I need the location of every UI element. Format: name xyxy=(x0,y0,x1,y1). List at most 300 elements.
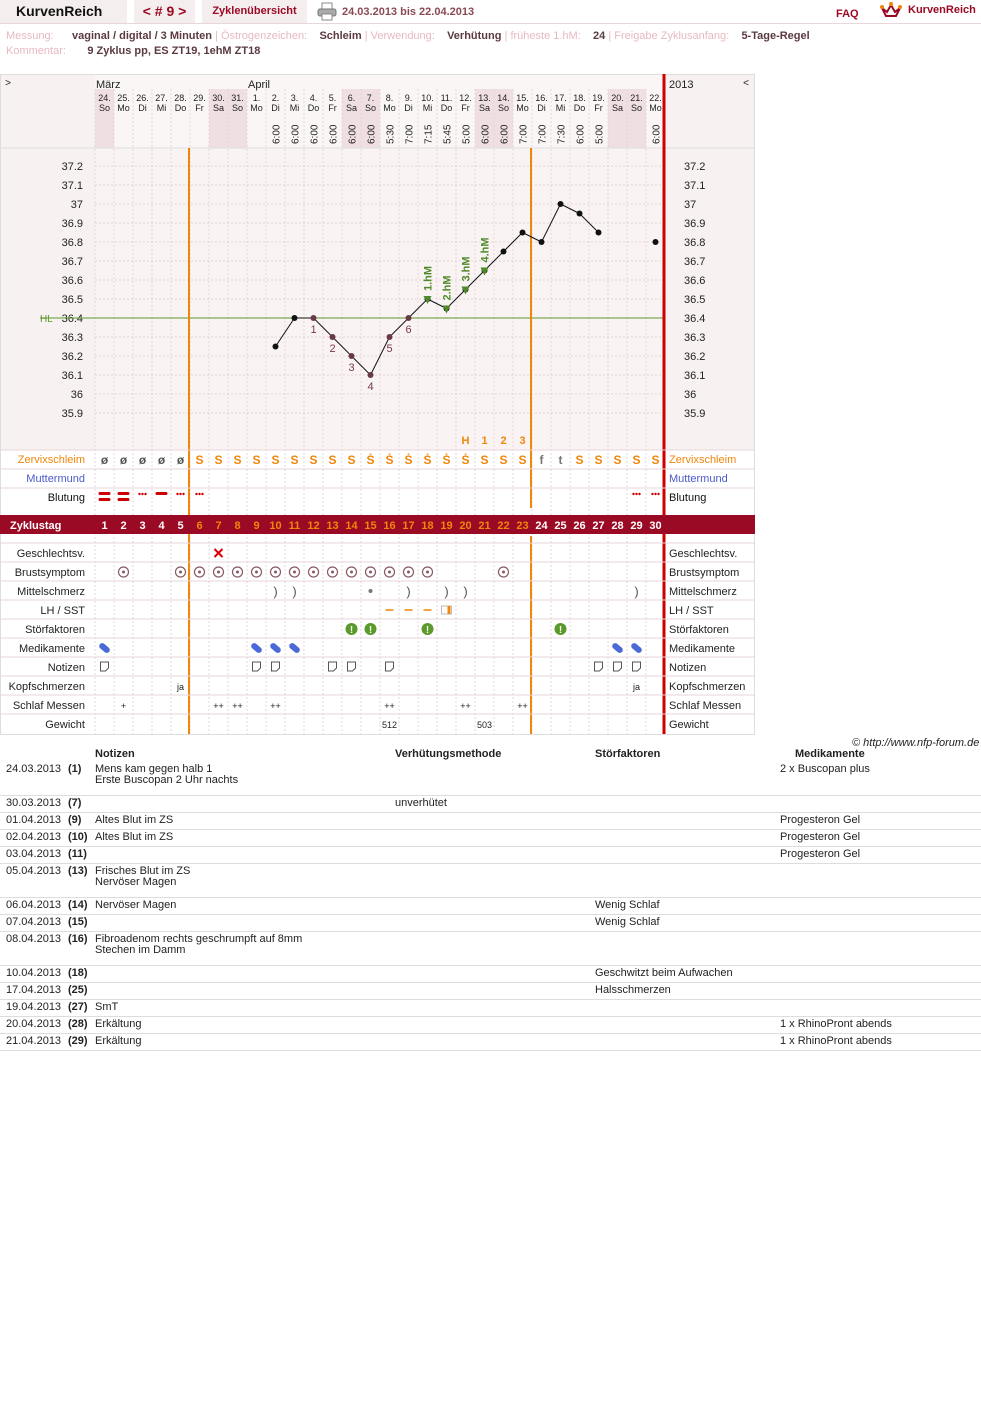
temp-point xyxy=(311,315,317,321)
row-label-med: Medikamente xyxy=(18,643,85,655)
temp-point xyxy=(387,334,393,340)
row-label-right-zervix: Zervixschleim xyxy=(669,454,737,466)
notes-cell-day: (28) xyxy=(68,1018,88,1030)
measure-time: 6:00 xyxy=(271,124,283,144)
weight-value: 512 xyxy=(381,720,398,730)
cycle-day-number: 19 xyxy=(440,520,453,532)
date-day: 1. xyxy=(252,93,261,103)
notes-cell-note1: Fibroadenom rechts geschrumpft auf 8mm xyxy=(95,933,303,945)
row-label-right-notiz: Notizen xyxy=(669,662,707,674)
date-weekday: So xyxy=(364,103,377,113)
notes-cell-date: 21.04.2013 xyxy=(6,1035,62,1047)
right-axis-bg xyxy=(664,74,755,450)
row-label-right-muttermund: Muttermund xyxy=(669,473,728,485)
notes-cell-day: (16) xyxy=(68,933,88,945)
notes-table-row xyxy=(0,762,981,796)
notes-cell-date: 20.04.2013 xyxy=(6,1018,62,1030)
date-weekday: So xyxy=(98,103,111,113)
bleeding-spotting xyxy=(179,493,181,495)
notes-cell-disturb: Wenig Schlaf xyxy=(595,916,660,928)
cycle-day-label: Zyklustag xyxy=(10,520,62,532)
notes-cell-note2: Erste Buscopan 2 Uhr nachts xyxy=(95,774,239,786)
temp-tick-left: 36.5 xyxy=(61,294,83,306)
row-label-blutung: Blutung xyxy=(47,492,85,504)
brand-name: KurvenReich xyxy=(908,4,976,16)
notes-cell-disturb: Halsschmerzen xyxy=(595,984,671,996)
measure-time: 6:00 xyxy=(347,124,359,144)
cervix-symbol: S xyxy=(594,453,603,467)
date-day: 24. xyxy=(98,93,111,103)
bleeding-spotting xyxy=(138,493,140,495)
temp-tick-right: 36.4 xyxy=(684,313,706,325)
cervix-symbol: S xyxy=(518,453,527,467)
row-label-zervix: Zervixschleim xyxy=(17,454,85,466)
notes-table-row xyxy=(0,796,981,813)
count-label: 2 xyxy=(329,343,336,355)
top-bar xyxy=(0,0,981,24)
breast-symptom-dot xyxy=(198,571,201,574)
bleeding-medium xyxy=(156,492,168,495)
cervix-symbol: S xyxy=(271,453,280,467)
notes-table-row xyxy=(0,1034,981,1051)
temp-point xyxy=(596,230,602,236)
measure-time: 6:00 xyxy=(366,124,378,144)
temp-tick-right: 36.2 xyxy=(684,351,706,363)
notes-cell-meds: 1 x RhinoPront abends xyxy=(780,1018,892,1030)
bleeding-spotting xyxy=(144,493,146,495)
date-weekday: So xyxy=(497,103,510,113)
row-label-right-kopf: Kopfschmerzen xyxy=(669,681,746,693)
sleep-value: ++ xyxy=(384,701,395,711)
date-day: 9. xyxy=(404,93,413,103)
temp-point xyxy=(520,230,526,236)
cycle-day-number: 25 xyxy=(554,520,567,532)
date-day: 12. xyxy=(459,93,472,103)
cycle-day-number: 21 xyxy=(478,520,491,532)
date-weekday: So xyxy=(231,103,244,113)
peak-marker: 1 xyxy=(481,435,488,447)
notes-table-row xyxy=(0,966,981,983)
date-day: 16. xyxy=(535,93,548,103)
notes-table-row xyxy=(0,983,981,1000)
count-label: 1 xyxy=(310,324,317,336)
date-day: 6. xyxy=(347,93,356,103)
notes-cell-disturb: Wenig Schlaf xyxy=(595,899,660,911)
date-weekday: Mo xyxy=(250,103,263,113)
measure-time: 5:45 xyxy=(442,124,454,144)
count-label: 5 xyxy=(386,343,393,355)
temp-tick-left: 35.9 xyxy=(61,408,83,420)
date-day: 27. xyxy=(155,93,168,103)
notes-header: Notizen xyxy=(95,748,135,760)
breast-symptom-dot xyxy=(369,571,372,574)
bleeding-heavy xyxy=(99,498,111,501)
cycle-overview-link[interactable]: Zyklenübersicht xyxy=(202,0,310,23)
temp-point xyxy=(653,239,659,245)
cycle-day-number: 13 xyxy=(326,520,339,532)
notes-table-row xyxy=(0,864,981,898)
temp-point xyxy=(368,372,374,378)
sleep-value: ++ xyxy=(232,701,243,711)
note-icon xyxy=(386,662,394,671)
peak-marker: H xyxy=(461,435,470,447)
month-label: März xyxy=(96,79,121,91)
bleeding-spotting xyxy=(632,493,634,495)
notes-cell-note1: SmT xyxy=(95,1001,119,1013)
date-weekday: Di xyxy=(404,103,413,113)
cervix-symbol: S xyxy=(613,453,622,467)
notes-table-row xyxy=(0,1000,981,1017)
temp-tick-right: 36.3 xyxy=(684,332,706,344)
count-label: 6 xyxy=(405,324,412,336)
date-day: 28. xyxy=(174,93,187,103)
cycle-day-bar-right xyxy=(664,515,755,534)
measure-time: 6:00 xyxy=(309,124,321,144)
disturb-factor-mark: ! xyxy=(425,625,430,636)
breast-symptom-dot xyxy=(502,571,505,574)
cycle-day-number: 29 xyxy=(630,520,643,532)
notes-cell-date: 02.04.2013 xyxy=(6,831,62,843)
breast-symptom-dot xyxy=(407,571,410,574)
bleeding-spotting xyxy=(195,493,197,495)
cervix-symbol: ø xyxy=(100,453,109,467)
hm-label: 3.hM xyxy=(460,256,473,282)
notes-cell-date: 03.04.2013 xyxy=(6,848,62,860)
bleeding-spotting xyxy=(654,493,656,495)
bleeding-spotting xyxy=(201,493,203,495)
temp-tick-left: 36 xyxy=(70,389,83,401)
measure-time: 6:00 xyxy=(499,124,511,144)
row-label-right-brust: Brustsymptom xyxy=(669,567,740,579)
date-day: 11. xyxy=(440,93,453,103)
notes-cell-date: 19.04.2013 xyxy=(6,1001,62,1013)
date-weekday: Mi xyxy=(289,103,300,113)
bleeding-spotting xyxy=(657,493,659,495)
note-icon xyxy=(614,662,622,671)
row-label-gewicht: Gewicht xyxy=(45,719,85,731)
date-weekday: Mo xyxy=(383,103,396,113)
cervix-symbol: ø xyxy=(119,453,128,467)
measure-time: 7:15 xyxy=(423,124,435,144)
cervix-symbol: S xyxy=(290,453,299,467)
cycle-day-number: 6 xyxy=(196,520,203,532)
note-icon xyxy=(253,662,261,671)
measurement-info: Messung: vaginal / digital / 3 Minuten | Östrogenzeichen: Schleim | Verwendung: Verhütung | früheste 1.hM: 24 | Freigabe Zyklusanfang: 5-Tage-Regel xyxy=(6,30,810,42)
temp-tick-left: 37 xyxy=(70,199,83,211)
date-weekday: Mi xyxy=(555,103,566,113)
temp-tick-right: 36 xyxy=(684,389,697,401)
measure-time: 7:30 xyxy=(556,124,568,144)
date-weekday: Mo xyxy=(117,103,130,113)
notes-cell-day: (1) xyxy=(68,763,82,775)
notes-cell-meds: Progesteron Gel xyxy=(780,848,861,860)
date-day: 29. xyxy=(193,93,206,103)
temp-tick-left: 36.8 xyxy=(61,237,83,249)
bleeding-heavy xyxy=(118,492,130,495)
date-weekday: Di xyxy=(537,103,546,113)
breast-symptom-dot xyxy=(388,571,391,574)
temp-point xyxy=(292,315,298,321)
bleeding-heavy xyxy=(118,498,130,501)
date-day: 3. xyxy=(290,93,299,103)
note-icon xyxy=(272,662,280,671)
date-day: 25. xyxy=(117,93,130,103)
bleeding-spotting xyxy=(141,493,143,495)
date-day: 8. xyxy=(385,93,394,103)
cycle-day-number: 12 xyxy=(307,520,320,532)
disturb-factor-mark: ! xyxy=(349,625,354,636)
notes-cell-note1: Erkältung xyxy=(95,1035,142,1047)
cervix-symbol: S xyxy=(328,453,337,467)
row-label-right-lh: LH / SST xyxy=(669,605,714,617)
midpain-mark: ) xyxy=(463,584,468,599)
temp-tick-right: 37.1 xyxy=(684,180,706,192)
nav-prev-arrow: > xyxy=(5,78,11,89)
temp-tick-right: 36.8 xyxy=(684,237,706,249)
row-label-right-med: Medikamente xyxy=(669,643,736,655)
note-icon xyxy=(633,662,641,671)
cervix-symbol: S xyxy=(252,453,261,467)
cervix-symbol: Ṡ xyxy=(442,453,451,467)
notes-cell-date: 01.04.2013 xyxy=(6,814,62,826)
date-day: 26. xyxy=(136,93,149,103)
cycle-day-number: 28 xyxy=(611,520,624,532)
midpain-mark: ) xyxy=(634,584,639,599)
year-label: 2013 xyxy=(669,79,694,91)
temp-tick-right: 37 xyxy=(684,199,697,211)
sleep-value: ++ xyxy=(517,701,528,711)
notes-cell-disturb: Geschwitzt beim Aufwachen xyxy=(595,967,733,979)
midpain-mark: ) xyxy=(444,584,449,599)
note-icon xyxy=(101,662,109,671)
breast-symptom-dot xyxy=(236,571,239,574)
temp-tick-left: 36.7 xyxy=(61,256,83,268)
notes-cell-meds: Progesteron Gel xyxy=(780,814,861,826)
date-day: 14. xyxy=(497,93,510,103)
cervix-symbol: S xyxy=(195,453,204,467)
breast-symptom-dot xyxy=(350,571,353,574)
notes-cell-note1: Frisches Blut im ZS xyxy=(95,865,191,877)
cervix-symbol: t xyxy=(558,453,563,467)
date-day: 18. xyxy=(573,93,586,103)
row-label-mittel: Mittelschmerz xyxy=(17,586,85,598)
notes-table-row xyxy=(0,898,981,915)
cycle-day-number: 14 xyxy=(345,520,358,532)
date-weekday: Fr xyxy=(461,103,470,113)
brand-logo[interactable] xyxy=(878,2,978,20)
notes-cell-date: 10.04.2013 xyxy=(6,967,62,979)
notes-table-row xyxy=(0,847,981,864)
notes-cell-date: 30.03.2013 xyxy=(6,797,62,809)
cycle-day-number: 17 xyxy=(402,520,415,532)
row-label-geschlecht: Geschlechtsv. xyxy=(16,548,85,560)
notes-cell-date: 24.03.2013 xyxy=(6,763,62,775)
method-header: Verhütungsmethode xyxy=(395,748,502,760)
bleeding-spotting xyxy=(182,493,184,495)
temp-tick-left: 36.3 xyxy=(61,332,83,344)
temp-point xyxy=(273,344,279,350)
row-label-kopf: Kopfschmerzen xyxy=(8,681,85,693)
breast-symptom-dot xyxy=(255,571,258,574)
hm-label: 1.hM xyxy=(422,265,435,291)
note-icon xyxy=(329,662,337,671)
notes-cell-date: 05.04.2013 xyxy=(6,865,62,877)
cycle-day-number: 5 xyxy=(177,520,184,532)
notes-cell-meds: 2 x Buscopan plus xyxy=(780,763,870,775)
notes-cell-day: (11) xyxy=(68,848,87,860)
notes-cell-day: (9) xyxy=(68,814,82,826)
cervix-symbol: Ṡ xyxy=(366,453,375,467)
date-weekday: Do xyxy=(174,103,187,113)
row-label-lh: LH / SST xyxy=(40,605,85,617)
measure-time: 6:00 xyxy=(575,124,587,144)
sleep-value: ++ xyxy=(213,701,224,711)
cervix-symbol: Ṡ xyxy=(423,453,432,467)
cycle-navigator[interactable]: < # 9 > xyxy=(134,0,198,23)
notes-cell-note1: Mens kam gegen halb 1 xyxy=(95,763,213,775)
cycle-day-number: 30 xyxy=(649,520,662,532)
cycle-day-number: 7 xyxy=(215,520,222,532)
cycle-day-number: 16 xyxy=(383,520,396,532)
notes-cell-day: (7) xyxy=(68,797,82,809)
cervix-symbol: S xyxy=(651,453,660,467)
notes-cell-day: (10) xyxy=(68,831,88,843)
copyright: © http://www.nfp-forum.de xyxy=(852,737,980,749)
date-day: 4. xyxy=(309,93,318,103)
temp-point xyxy=(577,211,583,217)
cycle-day-number: 11 xyxy=(288,520,301,532)
notes-cell-date: 08.04.2013 xyxy=(6,933,62,945)
breast-symptom-dot xyxy=(217,571,220,574)
temp-point xyxy=(406,315,412,321)
notes-cell-day: (18) xyxy=(68,967,88,979)
crown-icon xyxy=(880,2,902,20)
cycle-day-number: 2 xyxy=(120,520,127,532)
date-day: 19. xyxy=(592,93,605,103)
temp-tick-right: 36.5 xyxy=(684,294,706,306)
temp-point xyxy=(501,249,507,255)
headache-value: ja xyxy=(176,682,185,692)
breast-symptom-dot xyxy=(312,571,315,574)
cycle-day-number: 1 xyxy=(101,520,108,532)
cycle-day-number: 8 xyxy=(234,520,241,532)
date-weekday: So xyxy=(630,103,643,113)
cervix-symbol: S xyxy=(214,453,223,467)
row-label-right-mittel: Mittelschmerz xyxy=(669,586,737,598)
cervix-symbol: S xyxy=(575,453,584,467)
row-label-brust: Brustsymptom xyxy=(14,567,85,579)
measure-time: 7:00 xyxy=(518,124,530,144)
date-weekday: Fr xyxy=(328,103,337,113)
cervix-symbol: Ṡ xyxy=(404,453,413,467)
notes-cell-day: (25) xyxy=(68,984,88,996)
temp-point xyxy=(539,239,545,245)
date-day: 5. xyxy=(328,93,337,103)
cycle-day-number: 3 xyxy=(139,520,146,532)
row-label-schlaf: Schlaf Messen xyxy=(12,700,85,712)
cycle-date-range: 24.03.2013 bis 22.04.2013 xyxy=(342,6,475,18)
notes-table-row xyxy=(0,1017,981,1034)
bleeding-heavy xyxy=(99,492,111,495)
breast-symptom-dot xyxy=(122,571,125,574)
bleeding-spotting xyxy=(651,493,653,495)
temp-tick-left: 36.9 xyxy=(61,218,83,230)
cervix-symbol: Ṡ xyxy=(385,453,394,467)
bleeding-spotting xyxy=(176,493,178,495)
measure-time: 7:00 xyxy=(537,124,549,144)
temp-point xyxy=(558,201,564,207)
note-icon xyxy=(595,662,603,671)
bleeding-spotting xyxy=(198,493,200,495)
temp-tick-left: 36.4 xyxy=(61,313,83,325)
disturb-header: Störfaktoren xyxy=(595,748,661,760)
cycle-day-number: 26 xyxy=(573,520,586,532)
measure-time: 5:00 xyxy=(594,124,606,144)
sleep-value: ++ xyxy=(270,701,281,711)
breast-symptom-dot xyxy=(331,571,334,574)
notes-cell-note1: Altes Blut im ZS xyxy=(95,814,174,826)
date-weekday: Do xyxy=(573,103,586,113)
temp-tick-left: 36.6 xyxy=(61,275,83,287)
notes-table-row xyxy=(0,915,981,932)
temp-tick-left: 36.1 xyxy=(61,370,83,382)
printer-icon[interactable] xyxy=(316,2,338,21)
notes-table-row xyxy=(0,813,981,830)
midpain-mark: ) xyxy=(406,584,411,599)
cervix-symbol: S xyxy=(480,453,489,467)
temp-tick-right: 36.1 xyxy=(684,370,706,382)
temp-point xyxy=(349,353,355,359)
date-weekday: Do xyxy=(440,103,453,113)
count-label: 4 xyxy=(367,381,374,393)
cervix-symbol: S xyxy=(347,453,356,467)
comment-info: Kommentar: 9 Zyklus pp, ES ZT19, 1ehM ZT18 xyxy=(6,45,261,57)
cycle-day-number: 18 xyxy=(421,520,434,532)
app-logo-text[interactable]: KurvenReich xyxy=(0,0,130,23)
row-label-right-geschlecht: Geschlechtsv. xyxy=(669,548,738,560)
notes-cell-note2: Stechen im Damm xyxy=(95,944,186,956)
date-weekday: Sa xyxy=(345,103,358,113)
faq-link[interactable]: FAQ xyxy=(836,8,859,20)
month-label: April xyxy=(248,79,271,91)
notes-cell-day: (15) xyxy=(68,916,88,928)
date-weekday: Mi xyxy=(422,103,433,113)
meds-header: Medikamente xyxy=(795,748,865,760)
sleep-value: ++ xyxy=(460,701,471,711)
cervix-symbol: ø xyxy=(157,453,166,467)
notes-cell-note2: Nervöser Magen xyxy=(95,876,177,888)
cervix-symbol: f xyxy=(539,453,544,467)
date-day: 31. xyxy=(231,93,244,103)
date-weekday: Sa xyxy=(478,103,491,113)
measure-time: 5:30 xyxy=(385,124,397,144)
date-weekday: Mo xyxy=(516,103,529,113)
cervix-symbol: S xyxy=(499,453,508,467)
notes-cell-note1: Nervöser Magen xyxy=(95,899,177,911)
row-label-right-schlaf: Schlaf Messen xyxy=(669,700,742,712)
disturb-factor-mark: ! xyxy=(558,625,563,636)
hm-label: 4.hM xyxy=(479,237,492,263)
date-day: 21. xyxy=(630,93,643,103)
breast-symptom-dot xyxy=(179,571,182,574)
row-label-right-gewicht: Gewicht xyxy=(669,719,709,731)
measure-time: 7:00 xyxy=(404,124,416,144)
disturb-factor-mark: ! xyxy=(368,625,373,636)
cycle-day-number: 10 xyxy=(269,520,282,532)
nav-next-arrow: < xyxy=(743,78,749,89)
cervix-symbol: ø xyxy=(138,453,147,467)
peak-marker: 2 xyxy=(500,435,507,447)
